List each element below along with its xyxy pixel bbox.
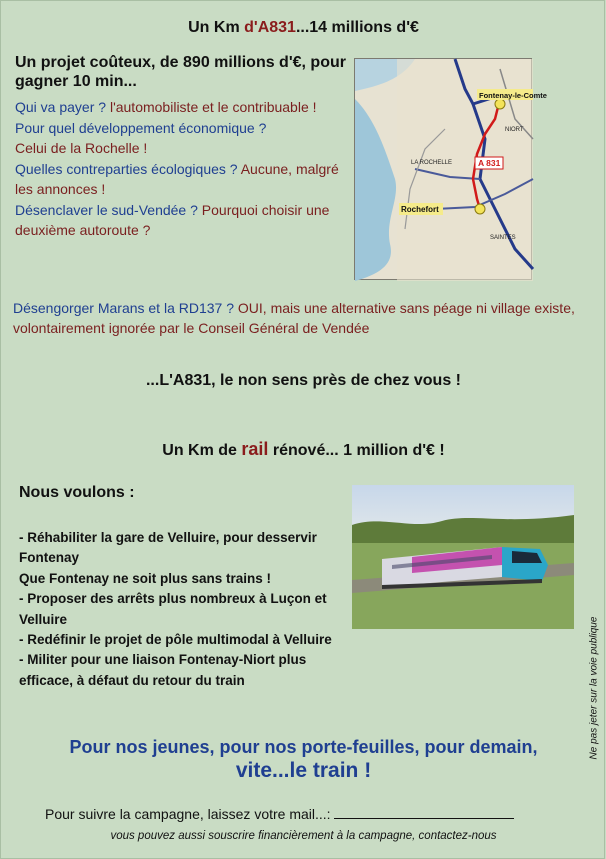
slogan-line-1: Pour nos jeunes, pour nos porte-feuilles, pour demain, — [69, 737, 538, 757]
saintes-label: SAINTES — [490, 235, 516, 241]
litter-note-text: Ne pas jeter sur la voie publique — [588, 616, 600, 760]
highway-cost-title — [1, 19, 606, 37]
map-drawing — [355, 59, 547, 281]
title-suffix: ...14 millions d'€ — [295, 19, 419, 36]
rochefort-dot — [475, 204, 485, 214]
fontenay-dot — [495, 99, 505, 109]
marans-question: Désengorger Marans et la RD137 ? — [13, 300, 235, 316]
marans-answer: OUI, mais une alternative sans péage ni village existe, volontairement ignorée par le Conseil Général de Vendée — [13, 300, 575, 336]
a831-label: A 831 — [478, 158, 501, 168]
slogan-line-2: vite...le train ! — [235, 759, 372, 782]
rochefort-label: Rochefort — [401, 205, 439, 214]
question-2: Pour quel développement économique ? — [15, 119, 267, 136]
route-map-image — [354, 58, 547, 280]
rail-title-suffix: rénové... 1 million d'€ ! — [268, 442, 445, 459]
mail-blank-line — [334, 806, 514, 819]
question-4: Désenclaver le sud-Vendée ? — [15, 201, 198, 218]
demands-heading: Nous voulons : — [19, 484, 135, 501]
answer-2: Celui de la Rochelle ! — [15, 140, 148, 156]
demand-line-3: - Proposer des arrêts plus nombreux à Luçon et Velluire — [19, 591, 327, 627]
la-rochelle-label: LA ROCHELLE — [411, 160, 453, 166]
demands-list — [19, 528, 349, 691]
answer-1: l'automobiliste et le contribuable ! — [109, 99, 317, 115]
nonsense-tagline: ...L'A831, le non sens près de chez vous ! — [145, 372, 461, 389]
marans-paragraph — [13, 298, 593, 338]
demand-line-1: - Réhabiliter la gare de Velluire, pour desservir Fontenay — [19, 530, 317, 566]
mail-signup — [45, 806, 585, 822]
mail-prompt: Pour suivre la campagne, laissez votre mail...: — [45, 806, 331, 822]
rail-cost-title — [1, 439, 606, 460]
train-photo-drawing — [352, 485, 574, 629]
slogan — [1, 736, 606, 784]
demand-line-2: Que Fontenay ne soit plus sans trains ! — [19, 570, 272, 586]
demand-line-4: - Redéfinir le projet de pôle multimodal à Velluire — [19, 632, 332, 648]
niort-label: NIORT — [505, 127, 524, 133]
title-accent-a831: d'A831 — [244, 19, 296, 36]
answer-3: Aucune, malgré les annonces ! — [15, 160, 339, 197]
title-prefix: Un Km — [188, 19, 245, 36]
question-1: Qui va payer ? — [15, 99, 107, 115]
answer-4: Pourquoi choisir une deuxième autoroute ? — [15, 201, 330, 238]
footer-note: vous pouvez aussi souscrire financièrement à la campagne, contactez-nous — [110, 830, 497, 842]
fontenay-label: Fontenay-le-Comte — [479, 91, 547, 100]
demand-line-5: - Militer pour une liaison Fontenay-Niort plus efficace, à défaut du retour du train — [19, 652, 307, 688]
question-3: Quelles contreparties écologiques ? — [15, 160, 238, 177]
intro-lead-text: Un projet coûteux, de 890 millions d'€, pour gagner 10 min... — [15, 54, 346, 90]
train-photo — [352, 485, 574, 629]
sea-area — [355, 99, 396, 281]
rail-title-accent: rail — [241, 439, 269, 459]
questions-list — [15, 97, 360, 241]
rail-title-prefix: Un Km de — [162, 442, 242, 459]
